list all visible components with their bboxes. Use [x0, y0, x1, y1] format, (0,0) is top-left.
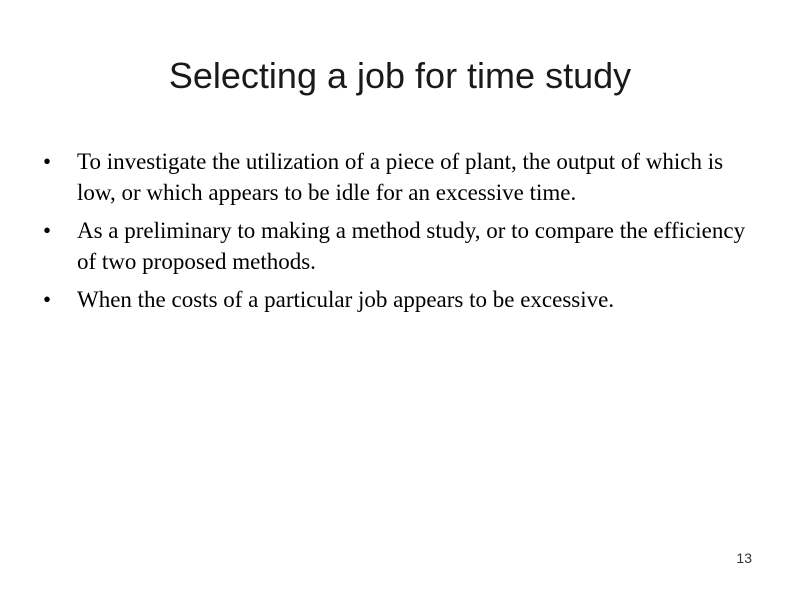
- bullet-text: As a preliminary to making a method study, or to compare the efficiency of two proposed methods.: [77, 218, 746, 274]
- bullet-icon: •: [43, 149, 52, 174]
- bullet-text: When the costs of a particular job appears to be excessive.: [77, 287, 615, 312]
- bullet-icon: •: [43, 218, 52, 243]
- bullet-list: [40, 146, 760, 322]
- bullet-item: [40, 215, 760, 277]
- bullet-item: [40, 284, 760, 315]
- page-number: 13: [736, 550, 752, 566]
- bullet-item: [40, 146, 760, 208]
- bullet-icon: •: [43, 287, 52, 312]
- bullet-text: To investigate the utilization of a piece of plant, the output of which is low, or which appears to be idle for an excessive time.: [77, 149, 724, 205]
- slide-title: Selecting a job for time study: [168, 55, 632, 96]
